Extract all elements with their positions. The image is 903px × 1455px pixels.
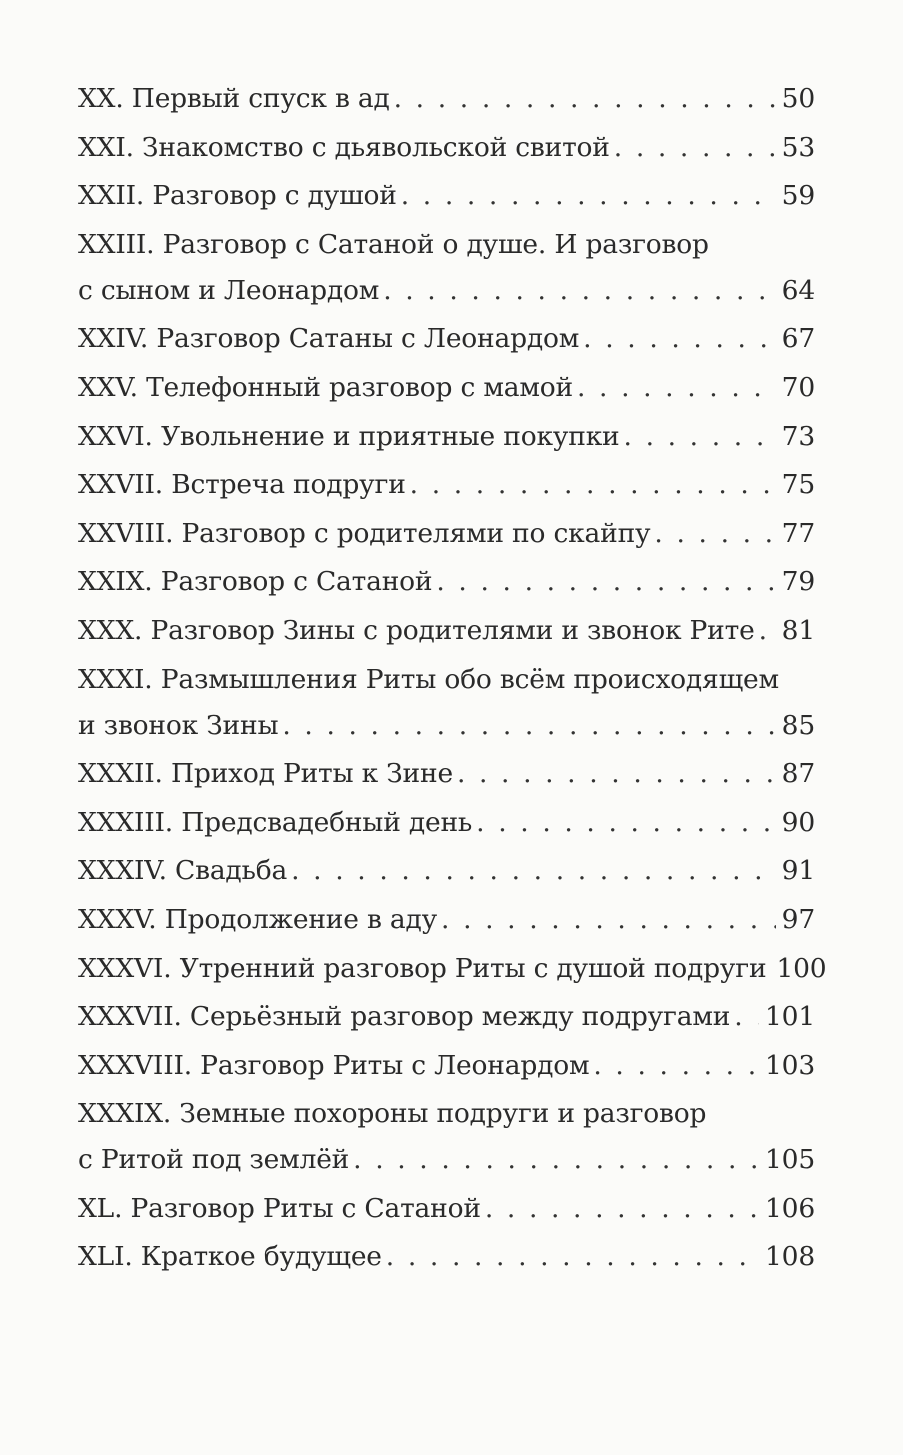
toc-entry bbox=[78, 994, 815, 1040]
toc-list bbox=[78, 76, 827, 1280]
dot-leader bbox=[614, 125, 776, 171]
dot-leader bbox=[759, 608, 776, 654]
toc-entry-title-line1: XXXIX. Земные похороны подруги и разговор bbox=[78, 1098, 707, 1130]
dot-leader bbox=[394, 76, 776, 122]
dot-leader bbox=[441, 897, 776, 943]
toc-entry bbox=[78, 800, 815, 846]
toc-entry-title: XXXIV. Свадьба bbox=[78, 855, 288, 887]
toc-entry bbox=[78, 946, 827, 992]
toc-entry bbox=[78, 1043, 815, 1089]
dot-leader bbox=[291, 848, 776, 894]
toc-entry-title: XXXVI. Утренний разговор Риты с душой подруги bbox=[78, 952, 767, 984]
dot-leader bbox=[436, 559, 775, 605]
toc-entry bbox=[78, 1186, 815, 1232]
toc-entry-title: XXXVII. Серьёзный разговор между подругами bbox=[78, 1001, 731, 1033]
toc-entry-page: 50 bbox=[781, 83, 815, 114]
toc-entry-page: 101 bbox=[765, 1001, 815, 1033]
toc-entry-page: 90 bbox=[781, 806, 815, 838]
dot-leader bbox=[583, 316, 776, 362]
toc-entry-title: с Ритой под землёй bbox=[78, 1144, 350, 1176]
toc-entry-title: XXI. Знакомство с дьявольской свитой bbox=[78, 131, 610, 163]
toc-entry-page: 73 bbox=[781, 420, 815, 452]
toc-entry bbox=[78, 125, 815, 171]
toc-entry-page: 70 bbox=[781, 371, 815, 403]
toc-entry bbox=[78, 511, 815, 557]
toc-entry bbox=[78, 414, 815, 460]
dot-leader bbox=[282, 703, 775, 749]
toc-entry-page: 91 bbox=[781, 855, 815, 887]
toc-entry-title: XLI. Краткое будущее bbox=[78, 1241, 382, 1273]
toc-entry bbox=[78, 897, 815, 943]
toc-entry-page: 108 bbox=[765, 1241, 815, 1273]
toc-entry-title: XXXV. Продолжение в аду bbox=[78, 903, 438, 935]
toc-entry-title: XXVII. Встреча подруги bbox=[78, 469, 406, 501]
toc-entry-title-line1: XXXI. Размышления Риты обо всём происходящем bbox=[78, 663, 779, 695]
toc-entry-page: 100 bbox=[776, 952, 827, 984]
toc-entry-page: 59 bbox=[781, 180, 815, 212]
toc-entry-title: XXX. Разговор Зины с родителями и звонок Рите bbox=[78, 614, 755, 646]
toc-entry-page: 64 bbox=[781, 274, 815, 306]
toc-entry bbox=[78, 365, 815, 411]
toc-entry-title: XL. Разговор Риты с Сатаной bbox=[78, 1192, 481, 1224]
toc-entry-page: 97 bbox=[781, 903, 815, 935]
dot-leader bbox=[386, 1234, 759, 1280]
toc-entry-title: XXXII. Приход Риты к Зине bbox=[78, 758, 453, 790]
dot-leader bbox=[593, 1043, 759, 1089]
dot-leader bbox=[401, 173, 776, 219]
toc-entry bbox=[78, 1091, 815, 1183]
dot-leader bbox=[654, 511, 775, 557]
toc-entry-title: и звонок Зины bbox=[78, 709, 279, 741]
toc-entry bbox=[78, 462, 815, 508]
toc-entry-title: XXIX. Разговор с Сатаной bbox=[78, 566, 433, 598]
dot-leader bbox=[383, 268, 775, 314]
dot-leader bbox=[457, 751, 776, 797]
toc-entry-page: 79 bbox=[781, 566, 815, 598]
toc-entry bbox=[78, 1234, 815, 1280]
toc-entry bbox=[78, 173, 815, 219]
toc-entry bbox=[78, 751, 815, 797]
toc-entry-page: 67 bbox=[781, 323, 815, 355]
toc-entry-title: XXVIII. Разговор с родителями по скайпу bbox=[78, 517, 651, 549]
dot-leader bbox=[734, 994, 759, 1040]
toc-entry-page: 75 bbox=[781, 469, 815, 501]
toc-entry-page: 103 bbox=[765, 1049, 815, 1081]
dot-leader bbox=[410, 462, 776, 508]
toc-entry-title-line1: XXIII. Разговор с Сатаной о душе. И разговор bbox=[78, 228, 709, 260]
toc-entry-page: 87 bbox=[781, 758, 815, 790]
toc-entry-title: XXIV. Разговор Сатаны с Леонардом bbox=[78, 323, 580, 355]
dot-leader bbox=[476, 800, 776, 846]
toc-entry-title: XXV. Телефонный разговор с мамой bbox=[78, 371, 573, 403]
toc-entry-page: 85 bbox=[781, 709, 815, 741]
toc-entry bbox=[78, 848, 815, 894]
toc-entry bbox=[78, 657, 815, 749]
toc-entry-title: XXXVIII. Разговор Риты с Леонардом bbox=[78, 1049, 590, 1081]
toc-entry bbox=[78, 559, 815, 605]
toc-entry bbox=[78, 222, 815, 314]
toc-entry-page: 77 bbox=[781, 517, 815, 549]
toc-entry bbox=[78, 76, 815, 122]
toc-entry-title: XX. Первый спуск в ад bbox=[78, 83, 390, 114]
toc-entry-title: XXII. Разговор с душой bbox=[78, 180, 397, 212]
toc-entry-page: 105 bbox=[765, 1144, 815, 1176]
toc-entry-page: 106 bbox=[765, 1192, 815, 1224]
toc-entry-page: 81 bbox=[781, 614, 815, 646]
toc-entry bbox=[78, 608, 815, 654]
toc-entry-title: с сыном и Леонардом bbox=[78, 274, 380, 306]
dot-leader bbox=[577, 365, 776, 411]
dot-leader bbox=[485, 1186, 759, 1232]
toc-entry-page: 53 bbox=[781, 131, 815, 163]
dot-leader bbox=[624, 414, 776, 460]
toc-entry-title: XXVI. Увольнение и приятные покупки bbox=[78, 420, 620, 452]
toc-entry bbox=[78, 316, 815, 362]
toc-entry-title: XXXIII. Предсвадебный день bbox=[78, 806, 473, 838]
dot-leader bbox=[353, 1137, 759, 1183]
